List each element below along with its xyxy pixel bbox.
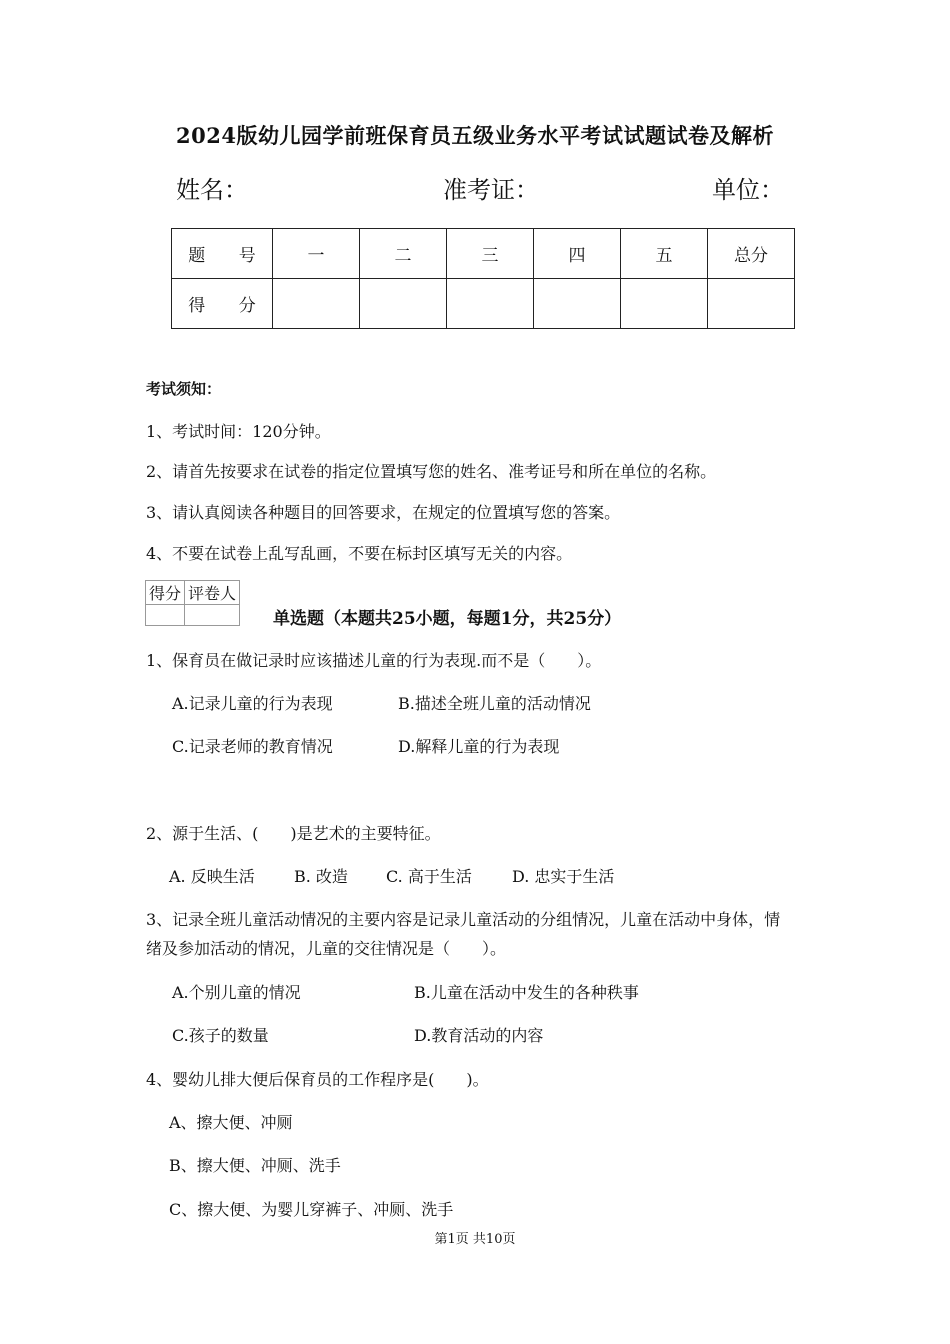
score-cell[interactable] <box>534 279 621 329</box>
notice-item: 3、请认真阅读各种题目的回答要求，在规定的位置填写您的答案。 <box>146 503 621 522</box>
grader-score-cell[interactable] <box>146 605 185 626</box>
option: C.记录老师的教育情况 <box>172 737 333 756</box>
score-header-cell: 总分 <box>708 229 795 279</box>
option: D. 忠实于生活 <box>512 867 615 886</box>
option: B. 改造 <box>294 867 348 886</box>
option: B.儿童在活动中发生的各种秩事 <box>414 983 639 1002</box>
grader-reviewer-label: 评卷人 <box>185 581 240 605</box>
question-stem: 4、婴幼儿排大便后保育员的工作程序是( )。 <box>146 1070 489 1089</box>
section-title: 单选题（本题共25小题，每题1分，共25分） <box>273 609 622 629</box>
option: D.解释儿童的行为表现 <box>398 737 560 756</box>
notice-item: 4、不要在试卷上乱写乱画，不要在标封区填写无关的内容。 <box>146 544 573 563</box>
score-cell[interactable] <box>708 279 795 329</box>
option: A.记录儿童的行为表现 <box>172 694 333 713</box>
exam-id-label: 准考证： <box>443 176 539 204</box>
score-table <box>171 228 795 329</box>
option: B.描述全班儿童的活动情况 <box>398 694 591 713</box>
notice-item: 1、考试时间：120分钟。 <box>146 422 331 441</box>
notice-item: 2、请首先按要求在试卷的指定位置填写您的姓名、准考证号和所在单位的名称。 <box>146 462 717 481</box>
score-cell[interactable] <box>447 279 534 329</box>
option: A.个别儿童的情况 <box>172 983 301 1002</box>
score-table-score-row <box>172 279 795 329</box>
score-row-label: 得 分 <box>172 279 273 329</box>
unit-label: 单位： <box>712 176 784 204</box>
question-stem: 1、保育员在做记录时应该描述儿童的行为表现.而不是（ ）。 <box>146 651 602 670</box>
question-stem: 3、记录全班儿童活动情况的主要内容是记录儿童活动的分组情况，儿童在活动中身体，情 <box>146 910 781 929</box>
question-stem: 2、源于生活、( )是艺术的主要特征。 <box>146 824 441 843</box>
grader-score-label: 得分 <box>146 581 185 605</box>
option: C. 高于生活 <box>386 867 472 886</box>
option: C、擦大便、为婴儿穿裤子、冲厕、洗手 <box>169 1200 454 1219</box>
option: D.教育活动的内容 <box>414 1026 544 1045</box>
score-header-cell: 四 <box>534 229 621 279</box>
score-header-cell: 题 号 <box>172 229 273 279</box>
option: A. 反映生活 <box>169 867 255 886</box>
score-cell[interactable] <box>360 279 447 329</box>
question-stem-continued: 绪及参加活动的情况，儿童的交往情况是（ ）。 <box>146 939 507 958</box>
option: B、擦大便、冲厕、洗手 <box>169 1156 341 1175</box>
option: A、擦大便、冲厕 <box>169 1113 293 1132</box>
grader-box <box>145 580 240 626</box>
page-title: 2024版幼儿园学前班保育员五级业务水平考试试题试卷及解析 <box>176 123 774 148</box>
score-header-cell: 二 <box>360 229 447 279</box>
score-header-cell: 一 <box>273 229 360 279</box>
score-cell[interactable] <box>621 279 708 329</box>
grader-reviewer-cell[interactable] <box>185 605 240 626</box>
name-label: 姓名： <box>176 176 248 204</box>
score-header-cell: 五 <box>621 229 708 279</box>
score-header-cell: 三 <box>447 229 534 279</box>
notice-heading: 考试须知： <box>146 380 222 398</box>
page-footer: 第1页 共10页 <box>434 1232 516 1247</box>
score-table-header-row <box>172 229 795 279</box>
option: C.孩子的数量 <box>172 1026 269 1045</box>
score-cell[interactable] <box>273 279 360 329</box>
